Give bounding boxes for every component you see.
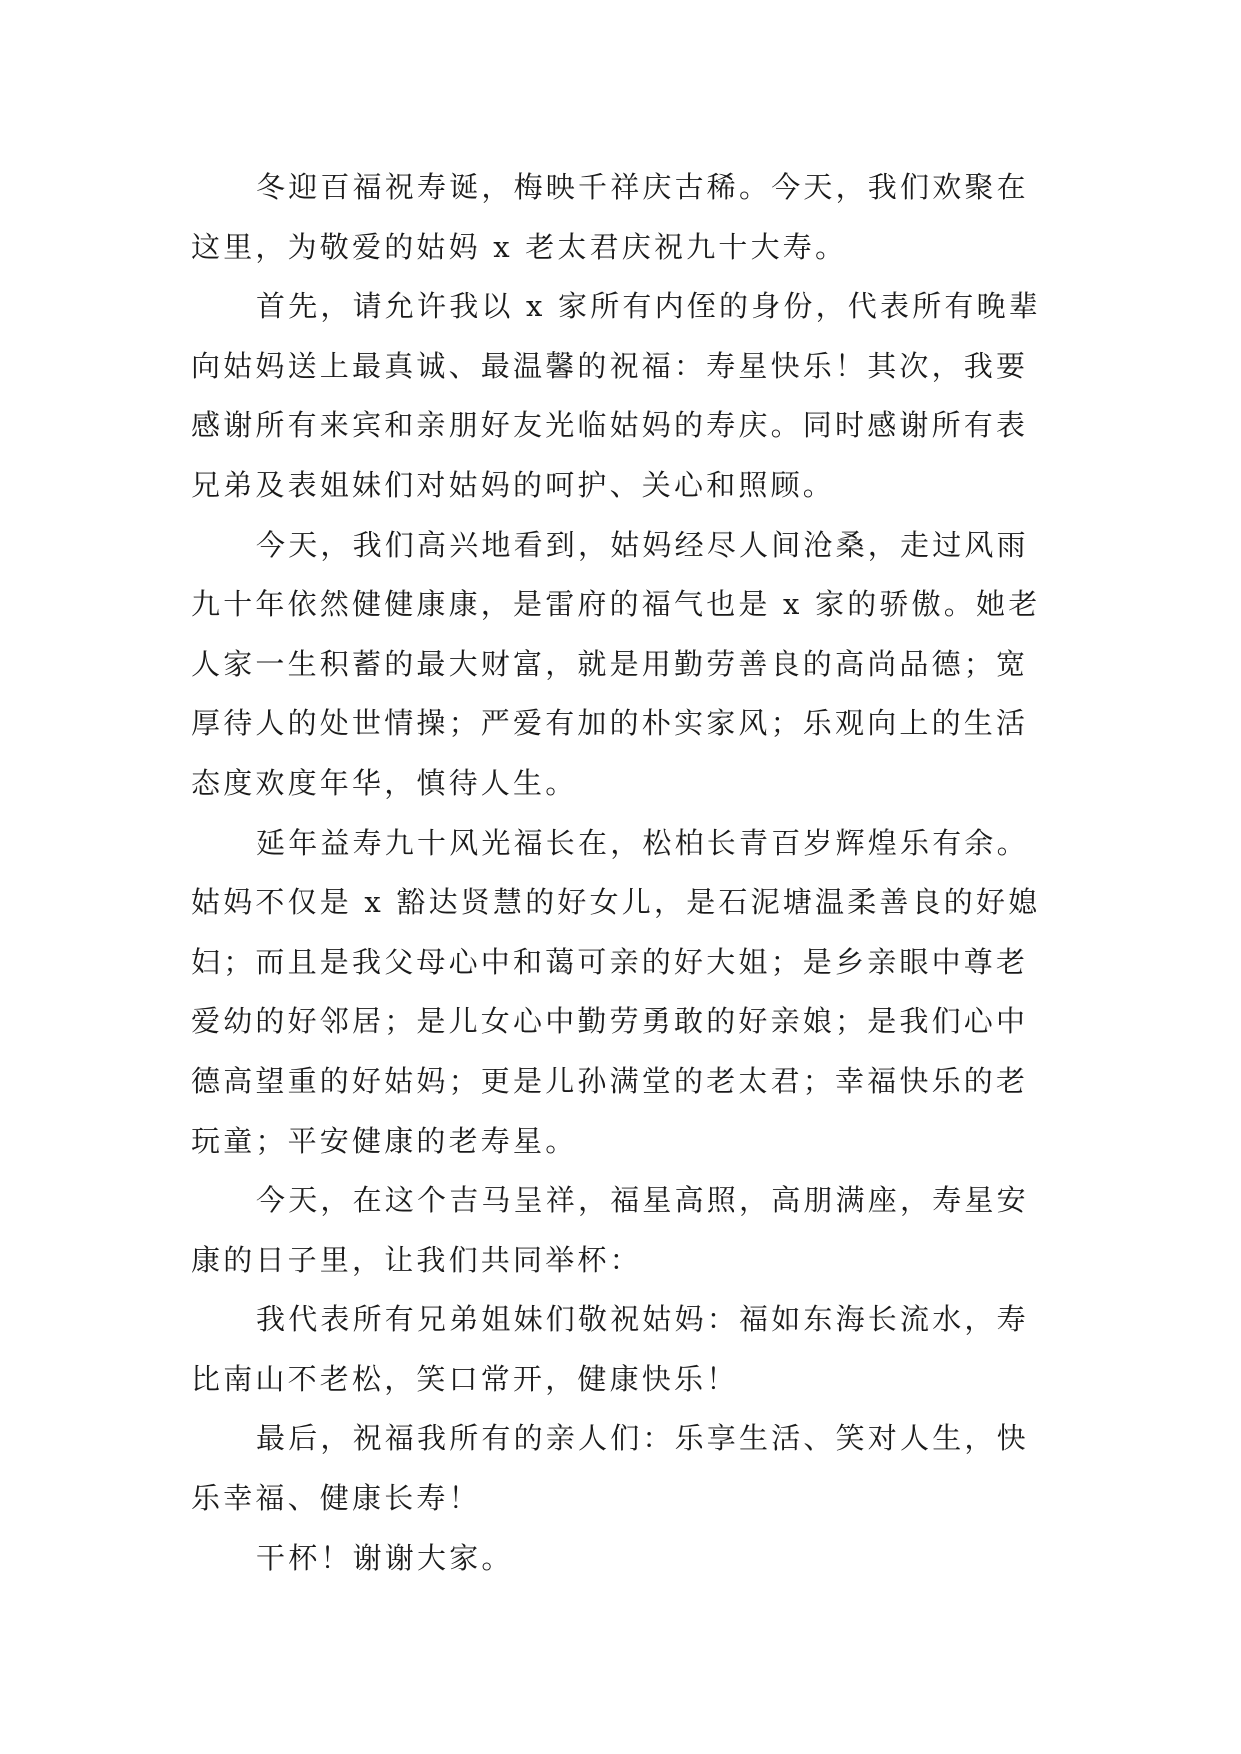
- text-line: 兄弟及表姐妹们对姑妈的呵护、关心和照顾。: [191, 467, 836, 502]
- text-line: 比南山不老松，笑口常开，健康快乐！: [191, 1361, 739, 1396]
- text-line: 妇；而且是我父母心中和蔼可亲的好大姐；是乡亲眼中尊老: [191, 944, 1029, 979]
- text-line: 我代表所有兄弟姐妹们敬祝姑妈：福如东海长流水，寿: [256, 1302, 1029, 1337]
- text-line: 康的日子里，让我们共同举杯：: [191, 1242, 642, 1277]
- text-line: 乐幸福、健康长寿！: [191, 1481, 481, 1516]
- text-line: 今天，在这个吉马呈祥，福星高照，高朋满座，寿星安: [256, 1183, 1029, 1218]
- text-line: 玩童；平安健康的老寿星。: [191, 1123, 578, 1158]
- text-line: 爱幼的好邻居；是儿女心中勤劳勇敢的好亲娘；是我们心中: [191, 1004, 1029, 1039]
- text-line: 向姑妈送上最真诚、最温馨的祝福：寿星快乐！其次，我要: [191, 348, 1029, 383]
- text-line: 干杯！谢谢大家。: [256, 1540, 514, 1575]
- text-line: 延年益寿九十风光福长在，松柏长青百岁辉煌乐有余。: [256, 825, 1029, 860]
- text-line: 厚待人的处世情操；严爱有加的朴实家风；乐观向上的生活: [191, 706, 1029, 741]
- text-line: 今天，我们高兴地看到，姑妈经尽人间沧桑，走过风雨: [256, 527, 1029, 562]
- text-line: 姑妈不仅是 x 豁达贤慧的好女儿，是石泥塘温柔善良的好媳: [191, 885, 1041, 920]
- document-body: [191, 158, 1061, 1588]
- text-line: 态度欢度年华，慎待人生。: [191, 765, 578, 800]
- text-line: 冬迎百福祝寿诞，梅映千祥庆古稀。今天，我们欢聚在: [256, 170, 1029, 204]
- text-line: 九十年依然健健康康，是雷府的福气也是 x 家的骄傲。她老: [191, 587, 1041, 622]
- text-line: 最后，祝福我所有的亲人们：乐享生活、笑对人生，快: [256, 1421, 1029, 1456]
- text-line: 德高望重的好姑妈；更是儿孙满堂的老太君；幸福快乐的老: [191, 1063, 1029, 1098]
- text-line: 人家一生积蓄的最大财富，就是用勤劳善良的高尚品德；宽: [191, 646, 1029, 681]
- text-line: 感谢所有来宾和亲朋好友光临姑妈的寿庆。同时感谢所有表: [191, 408, 1029, 443]
- text-line: 首先，请允许我以 x 家所有内侄的身份，代表所有晚辈: [256, 289, 1041, 324]
- text-line: 这里，为敬爱的姑妈 x 老太君庆祝九十大寿。: [191, 229, 848, 264]
